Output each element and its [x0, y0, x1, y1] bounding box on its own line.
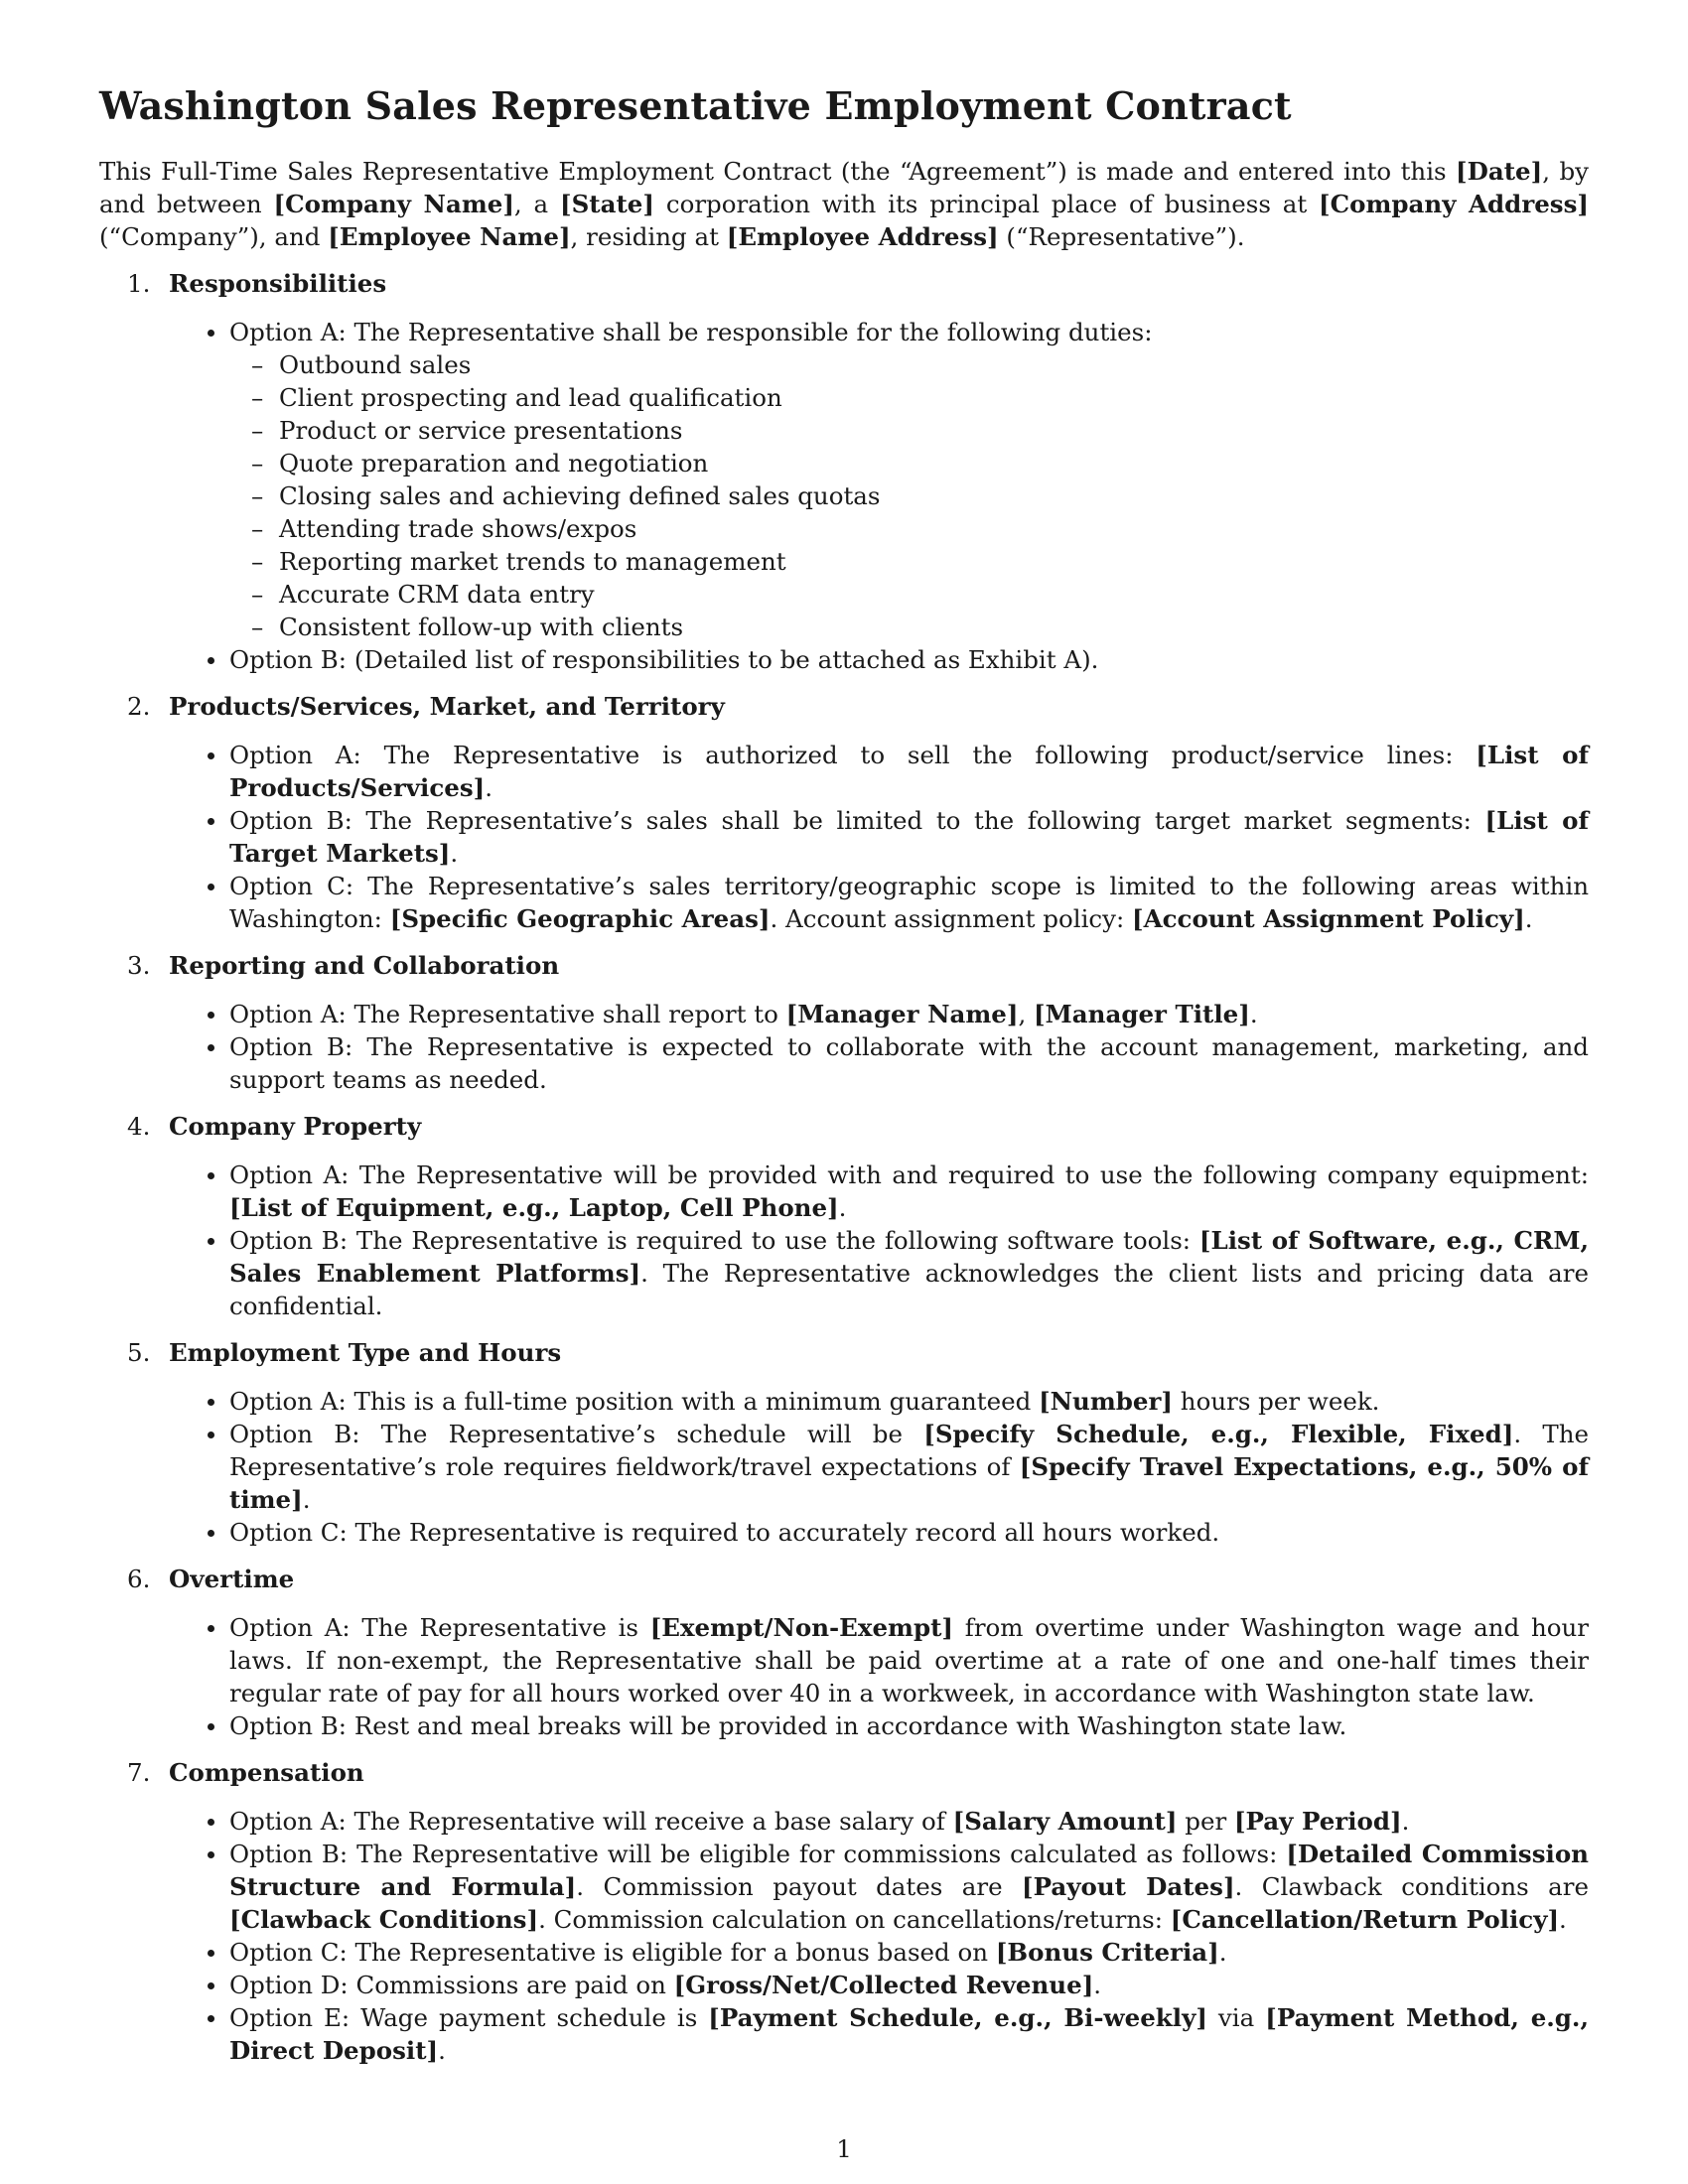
placeholder-field: [List of Equipment, e.g., Laptop, Cell Phone] — [229, 1193, 839, 1222]
text-run: Option A: The Representative shall report to — [229, 1000, 786, 1028]
section-number: 1. — [127, 269, 151, 298]
placeholder-field: [Employee Address] — [726, 222, 999, 251]
duty-item: – Reporting market trends to management — [279, 545, 1589, 578]
text-run: . Clawback conditions are — [1234, 1872, 1589, 1901]
option-item — [229, 643, 1589, 676]
text-run: Option C: The Representative is required to accurately record all hours worked. — [229, 1518, 1220, 1547]
duty-item: – Consistent follow-up with clients — [279, 611, 1589, 643]
text-run: , — [1018, 1000, 1035, 1028]
section-number: 7. — [127, 1758, 151, 1787]
document-page — [99, 83, 1589, 2067]
duty-item: – Accurate CRM data entry — [279, 578, 1589, 611]
placeholder-field: [Payment Method, e.g., Direct Deposit] — [229, 2003, 1589, 2065]
option-item — [229, 1936, 1589, 1969]
option-item — [229, 1838, 1589, 1936]
text-run: Option B: The Representative’s sales shall be limited to the following target market segments: — [229, 806, 1485, 835]
text-run: Option B: The Representative’s schedule will be — [229, 1420, 924, 1448]
document-title: Washington Sales Representative Employment Contract — [99, 83, 1292, 128]
section-number: 2. — [127, 692, 151, 721]
option-item — [229, 1969, 1589, 2001]
option-list — [169, 739, 1589, 935]
text-run: Option A: The Representative will be provided with and required to use the following company equipment: — [229, 1160, 1589, 1189]
option-item — [229, 1709, 1589, 1742]
placeholder-field: [Company Name] — [273, 190, 514, 218]
placeholder-field: [Manager Name] — [785, 1000, 1019, 1028]
text-run: . Commission calculation on cancellations/returns: — [538, 1905, 1171, 1934]
placeholder-field: [Specific Geographic Areas] — [389, 904, 771, 933]
option-item — [229, 870, 1589, 935]
placeholder-field: [Account Assignment Policy] — [1132, 904, 1525, 933]
text-run: Option A: The Representative will receive a base salary of — [229, 1807, 953, 1836]
text-run: . — [302, 1485, 311, 1514]
page-number: 1 — [836, 2134, 852, 2163]
placeholder-field: [Pay Period] — [1233, 1807, 1402, 1836]
text-run: , residing at — [570, 222, 727, 251]
section-title: Overtime — [169, 1565, 295, 1593]
placeholder-field: [Exempt/Non-Exempt] — [649, 1613, 954, 1642]
placeholder-field: [Employee Name] — [328, 222, 571, 251]
section-title: Responsibilities — [169, 269, 387, 298]
text-run: . — [1401, 1807, 1410, 1836]
placeholder-field: [Salary Amount] — [952, 1807, 1178, 1836]
section-title: Company Property — [169, 1112, 422, 1141]
duty-list — [229, 348, 1589, 643]
option-list — [169, 1385, 1589, 1549]
section-item — [99, 1110, 1589, 1322]
placeholder-field: [Manager Title] — [1034, 1000, 1250, 1028]
section-title: Reporting and Collaboration — [169, 951, 560, 980]
text-run: . Account assignment policy: — [770, 904, 1133, 933]
section-title: Compensation — [169, 1758, 364, 1787]
option-item — [229, 1159, 1589, 1224]
text-run: . — [1559, 1905, 1567, 1934]
section-heading — [127, 690, 1589, 723]
section-heading — [127, 1756, 1589, 1789]
text-run: hours per week. — [1173, 1387, 1380, 1416]
duty-item: – Closing sales and achieving defined sales quotas — [279, 479, 1589, 512]
placeholder-field: [Company Address] — [1319, 190, 1589, 218]
section-heading — [127, 949, 1589, 982]
section-item — [99, 949, 1589, 1096]
placeholder-field: [Clawback Conditions] — [229, 1905, 539, 1934]
text-run: Option C: The Representative’s sales territory/geographic scope is limited to the following areas within Washington: — [229, 872, 1589, 933]
text-run: . — [1218, 1938, 1227, 1967]
section-number: 4. — [127, 1112, 151, 1141]
option-list — [169, 998, 1589, 1096]
section-item — [99, 690, 1589, 935]
text-run: . — [485, 773, 493, 802]
text-run: Option A: The Representative shall be responsible for the following duties: — [229, 318, 1153, 346]
option-item — [229, 1385, 1589, 1418]
duty-item: – Client prospecting and lead qualification — [279, 381, 1589, 414]
text-run: . The Representative’s role requires fieldwork/travel expectations of — [229, 1420, 1589, 1481]
text-run: per — [1177, 1807, 1234, 1836]
text-run: (“Representative”). — [998, 222, 1245, 251]
option-item — [229, 1611, 1589, 1709]
text-run: . Commission payout dates are — [576, 1872, 1023, 1901]
option-item — [229, 739, 1589, 804]
text-run: . — [438, 2036, 446, 2065]
placeholder-field: [Gross/Net/Collected Revenue] — [673, 1971, 1094, 1999]
text-run: Option B: Rest and meal breaks will be provided in accordance with Washington state law. — [229, 1711, 1347, 1740]
section-item — [99, 267, 1589, 676]
placeholder-field: [List of Target Markets] — [229, 806, 1589, 868]
section-item — [99, 1336, 1589, 1549]
text-run: . The Representative acknowledges the client lists and pricing data are confidential. — [229, 1259, 1589, 1320]
placeholder-field: [Date] — [1456, 157, 1543, 186]
placeholder-field: [List of Products/Services] — [229, 741, 1589, 802]
option-item — [229, 1418, 1589, 1516]
text-run: Option A: The Representative is authorized to sell the following product/service lines: — [229, 741, 1477, 769]
section-heading — [127, 267, 1589, 300]
section-number: 6. — [127, 1565, 151, 1593]
text-run: Option E: Wage payment schedule is — [229, 2003, 709, 2032]
text-run: Option A: This is a full-time position with a minimum guaranteed — [229, 1387, 1040, 1416]
placeholder-field: [Cancellation/Return Policy] — [1170, 1905, 1560, 1934]
placeholder-field: [List of Software, e.g., CRM, Sales Enablement Platforms] — [229, 1226, 1590, 1288]
option-item — [229, 998, 1589, 1030]
text-run: , a — [513, 190, 561, 218]
text-run: (“Company”), and — [99, 222, 329, 251]
option-item — [229, 1516, 1589, 1549]
text-run: Option D: Commissions are paid on — [229, 1971, 674, 1999]
placeholder-field: [Number] — [1039, 1387, 1174, 1416]
section-number: 5. — [127, 1338, 151, 1367]
duty-item: – Product or service presentations — [279, 414, 1589, 447]
intro-paragraph — [99, 155, 1589, 253]
option-list — [169, 1159, 1589, 1322]
text-run: . — [1249, 1000, 1258, 1028]
placeholder-field: [Payout Dates] — [1022, 1872, 1235, 1901]
section-item — [99, 1563, 1589, 1742]
text-run: Option B: The Representative is required to use the following software tools: — [229, 1226, 1199, 1255]
duty-item: – Outbound sales — [279, 348, 1589, 381]
section-item — [99, 1756, 1589, 2067]
option-item — [229, 1224, 1589, 1322]
duty-item: – Attending trade shows/expos — [279, 512, 1589, 545]
placeholder-field: [Bonus Criteria] — [995, 1938, 1219, 1967]
section-title: Products/Services, Market, and Territory — [169, 692, 725, 721]
text-run: . — [1093, 1971, 1102, 1999]
text-run: . — [450, 839, 459, 868]
text-run: This Full-Time Sales Representative Employment Contract (the “Agreement”) is made and entered into this — [99, 157, 1457, 186]
option-item — [229, 316, 1589, 643]
option-item — [229, 804, 1589, 870]
text-run: , by and between — [99, 157, 1589, 218]
option-list — [169, 1611, 1589, 1742]
option-item — [229, 1805, 1589, 1838]
placeholder-field: [Specify Schedule, e.g., Flexible, Fixed] — [923, 1420, 1514, 1448]
text-run: Option B: The Representative is expected to collaborate with the account management, marketing, and support teams as needed. — [229, 1032, 1589, 1094]
placeholder-field: [Specify Travel Expectations, e.g., 50% of time] — [229, 1452, 1589, 1514]
text-run: Option A: The Representative is — [229, 1613, 650, 1642]
placeholder-field: [Detailed Commission Structure and Formula] — [229, 1840, 1589, 1901]
option-list — [169, 1805, 1589, 2067]
section-heading — [127, 1110, 1589, 1143]
text-run: Option C: The Representative is eligible for a bonus based on — [229, 1938, 996, 1967]
option-item — [229, 2001, 1589, 2067]
text-run: via — [1206, 2003, 1266, 2032]
placeholder-field: [State] — [560, 190, 654, 218]
section-title: Employment Type and Hours — [169, 1338, 562, 1367]
section-heading — [127, 1336, 1589, 1369]
section-list — [99, 267, 1589, 2067]
text-run: Option B: (Detailed list of responsibilities to be attached as Exhibit A). — [229, 645, 1099, 674]
duty-item: – Quote preparation and negotiation — [279, 447, 1589, 479]
placeholder-field: [Payment Schedule, e.g., Bi-weekly] — [708, 2003, 1207, 2032]
text-run: from overtime under Washington wage and hour laws. If non-exempt, the Representative shall be paid overtime at a rate of one and one-half times their regular rate of pay for all hours worked over 40 in a workweek, in accordance with Washington state law. — [229, 1613, 1589, 1707]
text-run: Option B: The Representative will be eligible for commissions calculated as follows: — [229, 1840, 1287, 1868]
option-list — [169, 316, 1589, 676]
text-run: . — [1524, 904, 1533, 933]
text-run: corporation with its principal place of business at — [654, 190, 1320, 218]
section-number: 3. — [127, 951, 151, 980]
text-run: . — [838, 1193, 847, 1222]
option-item — [229, 1030, 1589, 1096]
section-heading — [127, 1563, 1589, 1595]
